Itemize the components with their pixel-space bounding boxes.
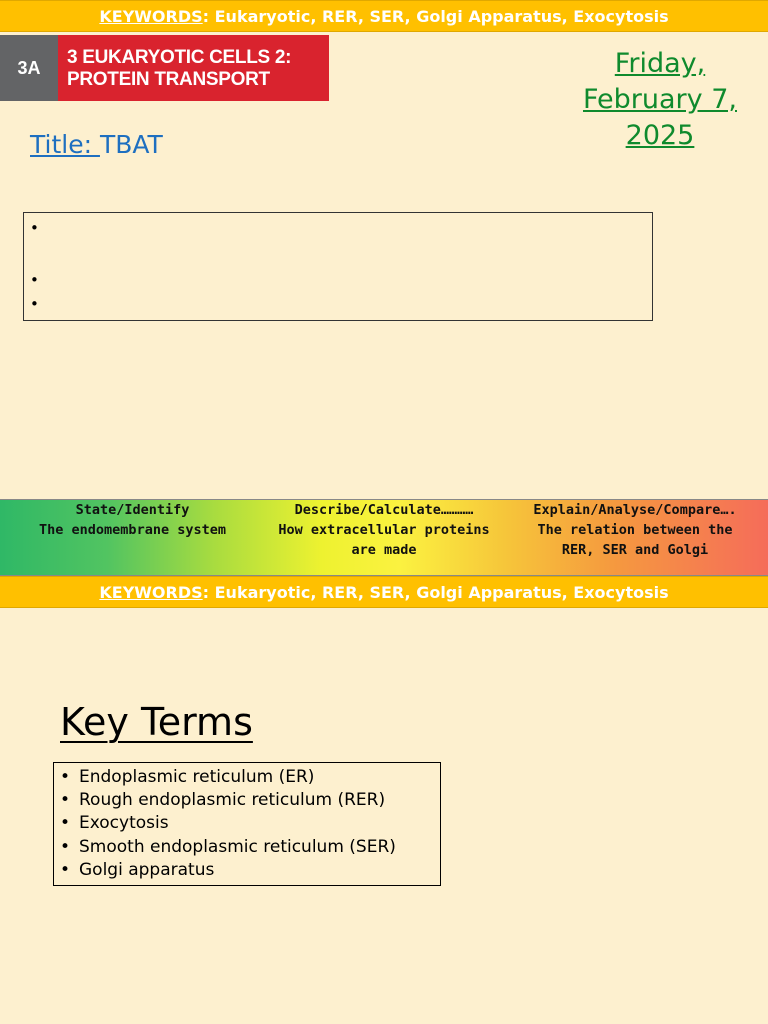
key-term-text: Exocytosis xyxy=(79,813,169,834)
lesson-code: 3A xyxy=(0,35,58,101)
key-term-text: Smooth endoplasmic reticulum (SER) xyxy=(79,836,396,857)
ladder-col-describe-line-2: are made xyxy=(351,542,417,558)
key-term-item: • Endoplasmic reticulum (ER) xyxy=(60,767,315,787)
key-term-text: Rough endoplasmic reticulum (RER) xyxy=(79,790,386,811)
title-label: Title: xyxy=(30,130,100,159)
key-term-text: Golgi apparatus xyxy=(79,859,215,880)
success-criteria-ladder xyxy=(0,499,768,576)
key-term-text: Endoplasmic reticulum (ER) xyxy=(79,767,315,787)
ladder-col-explain-line-2: RER, SER and Golgi xyxy=(561,542,709,558)
lesson-title-line-1: 3 EUKARYOTIC CELLS 2: xyxy=(67,47,292,68)
lesson-banner xyxy=(0,35,329,101)
ladder-col-explain xyxy=(510,500,760,560)
key-term-item: • Rough endoplasmic reticulum (RER) xyxy=(60,790,386,811)
keywords-text: : Eukaryotic, RER, SER, Golgi Apparatus, Exocytosis xyxy=(202,583,669,602)
ladder-col-describe xyxy=(262,500,506,560)
ladder-col-describe-line-1: How extracellular proteins xyxy=(278,522,490,538)
title-value: TBAT xyxy=(99,130,163,159)
objective-bullet-2: • xyxy=(30,271,39,289)
date-line-3: 2025 xyxy=(625,120,695,151)
page-title xyxy=(30,130,163,159)
ladder-col-describe-heading: Describe/Calculate………… xyxy=(294,502,474,518)
lesson-title-box xyxy=(58,35,329,101)
keywords-text: : Eukaryotic, RER, SER, Golgi Apparatus, Exocytosis xyxy=(202,7,669,26)
date-line-1: Friday, xyxy=(614,48,706,79)
date xyxy=(560,46,760,154)
lesson-title-line-2: PROTEIN TRANSPORT xyxy=(67,69,270,90)
objective-bullet-3: • xyxy=(30,295,39,313)
key-terms-list xyxy=(60,766,440,882)
date-line-2: February 7, xyxy=(583,84,737,115)
ladder-col-state-heading: State/Identify xyxy=(75,502,190,518)
keywords-label: KEYWORDS xyxy=(99,7,203,26)
key-term-item: • Smooth endoplasmic reticulum (SER) xyxy=(60,836,396,857)
ladder-col-state-text: The endomembrane system xyxy=(39,522,226,538)
ladder-col-explain-heading: Explain/Analyse/Compare…. xyxy=(533,502,737,518)
keywords-label: KEYWORDS xyxy=(99,583,203,602)
key-term-item: • Exocytosis xyxy=(60,813,169,834)
ladder-col-explain-line-1: The relation between the xyxy=(537,522,733,538)
ladder-col-state xyxy=(10,500,255,540)
keywords-bar-top xyxy=(0,0,768,32)
objectives-box[interactable] xyxy=(23,212,653,321)
keywords-bar-bottom xyxy=(0,576,768,608)
objective-bullet-1: • xyxy=(30,219,39,237)
key-terms-box xyxy=(53,762,441,886)
key-term-item: • Golgi apparatus xyxy=(60,859,215,880)
key-terms-title: Key Terms xyxy=(60,700,253,744)
